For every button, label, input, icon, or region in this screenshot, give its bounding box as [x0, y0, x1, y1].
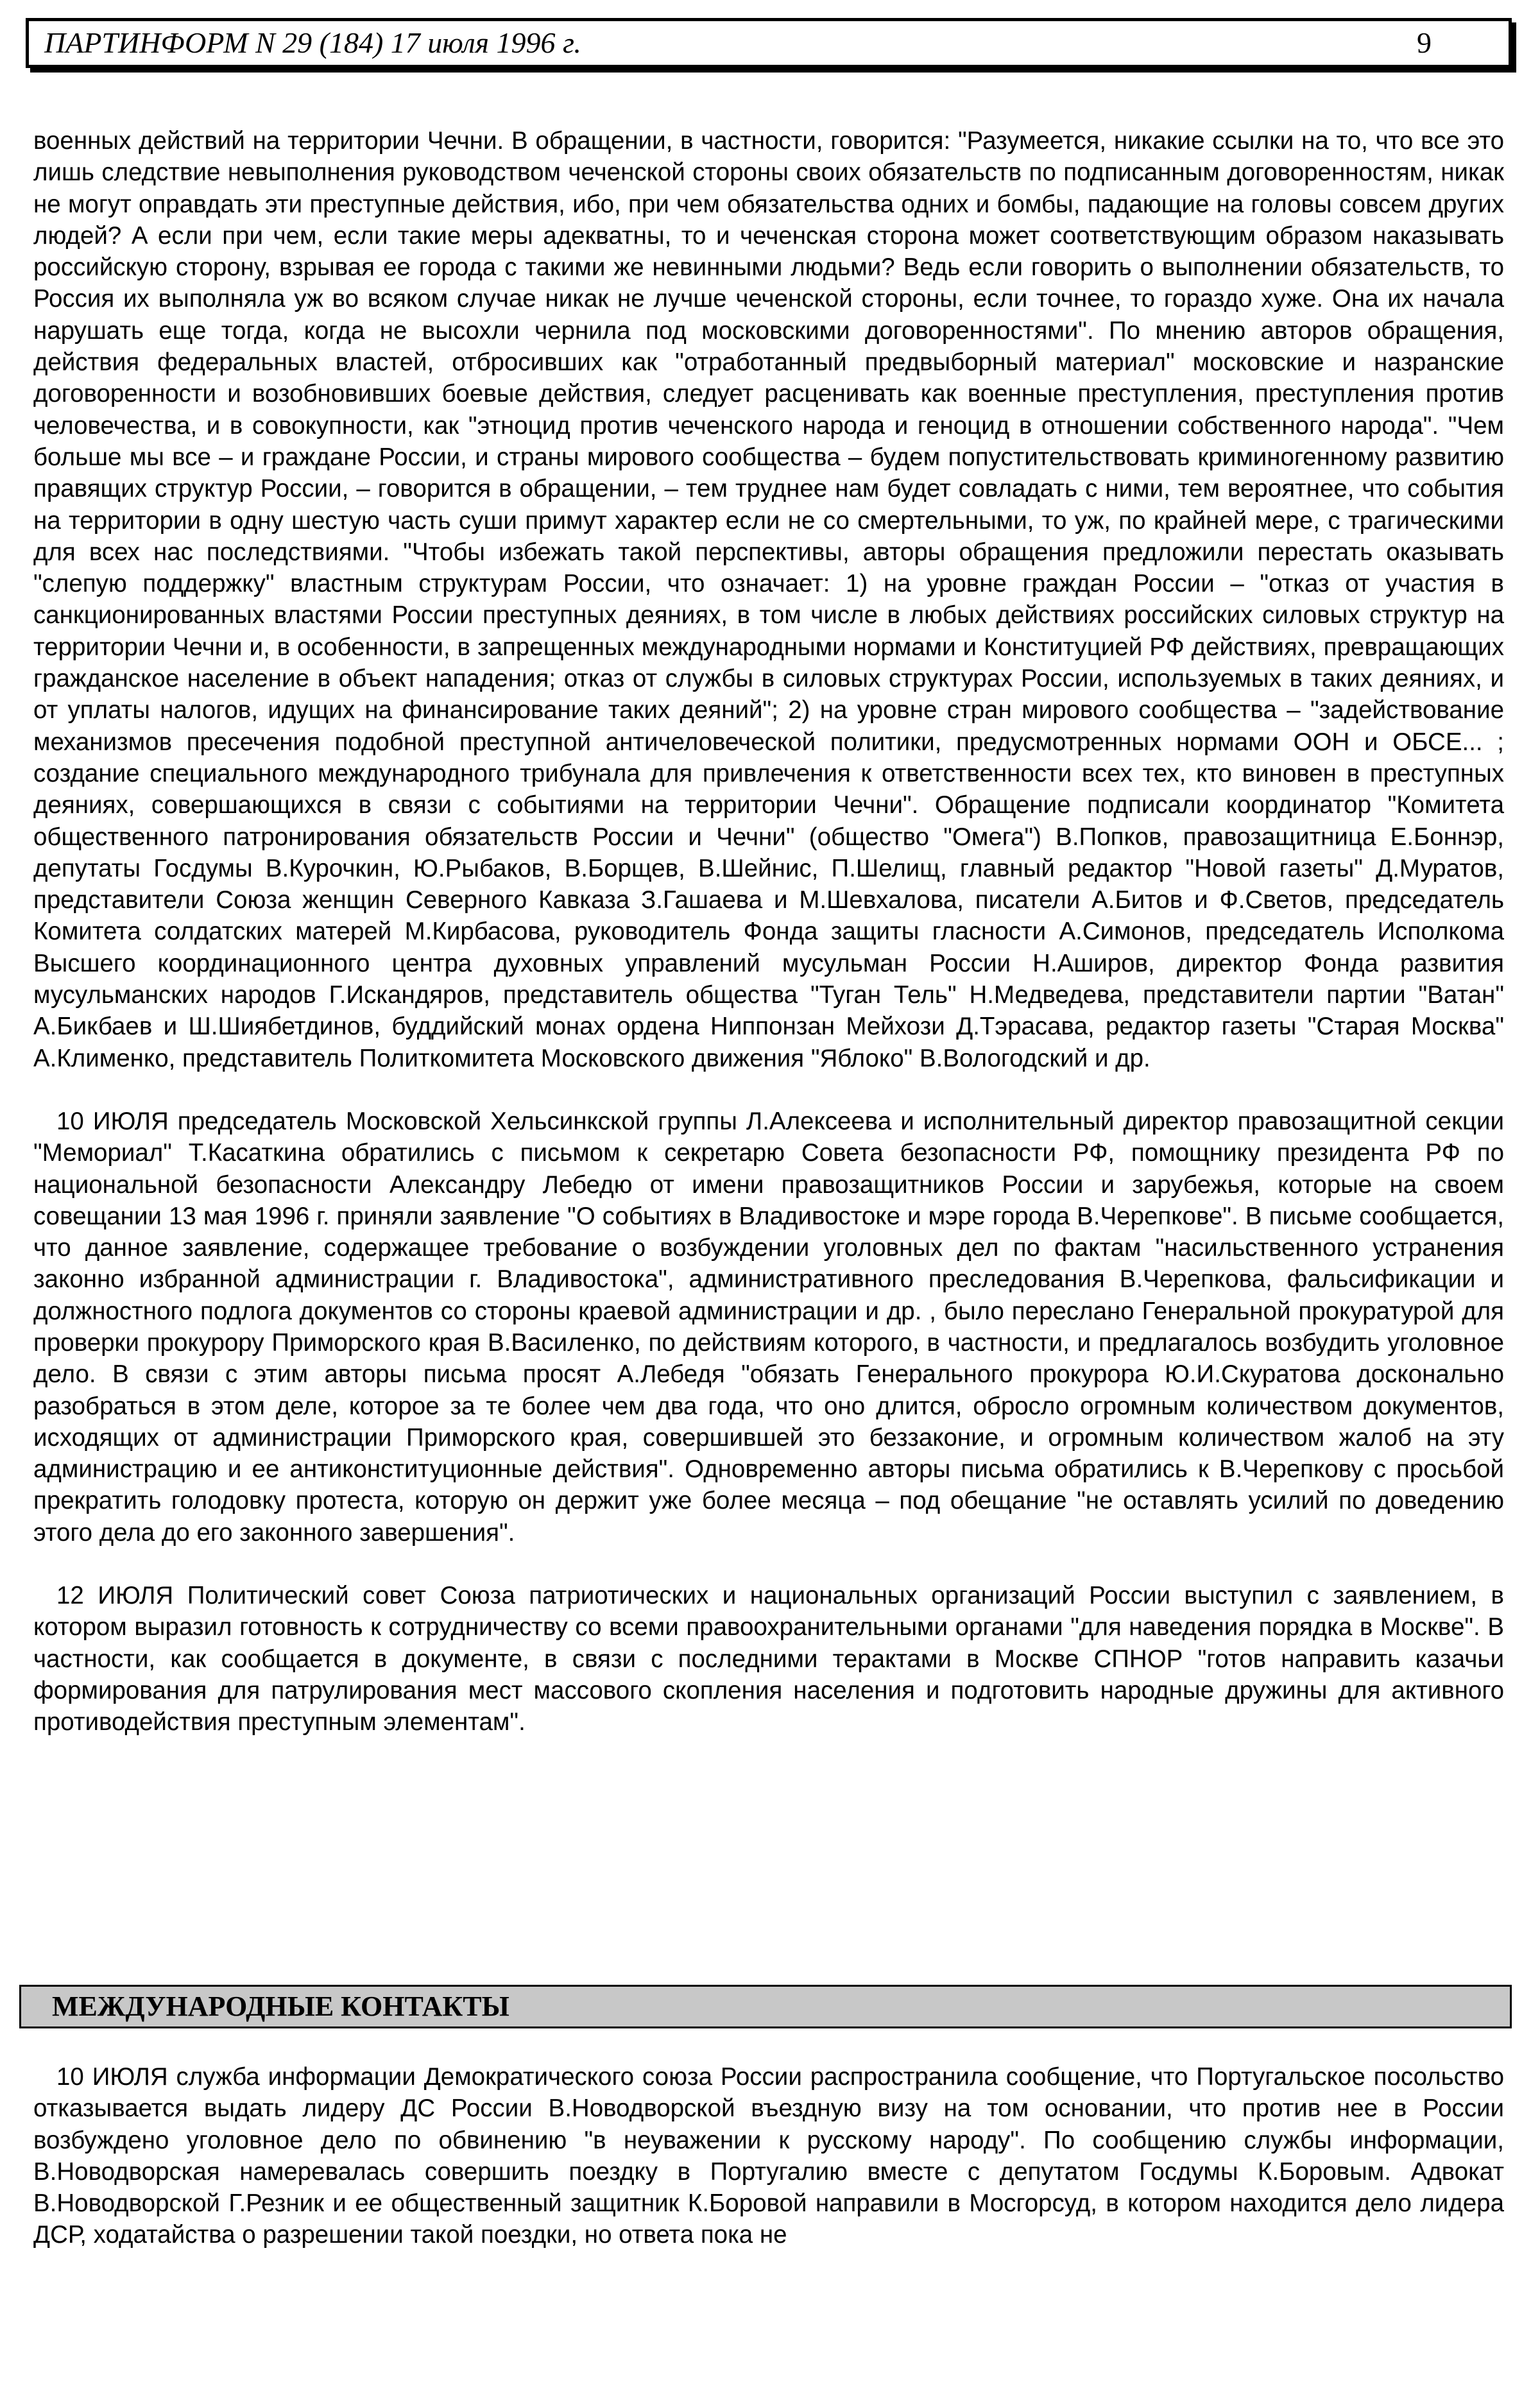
- paragraph-chechnya-appeal: военных действий на территории Чечни. В обращении, в частности, говорится: "Разумеется, никакие ссылки на то, что все это лишь следствие невыполнения руководством чеченской стороны своих обязательств по подписанным договоренностям, никак не могут оправдать эти преступные действия, ибо, при чем обязательства одних и бомбы, падающие на головы совсем других людей? А если при чем, если такие меры адекватны, то и чеченская сторона может соответствующим образом наказывать российскую сторону, взрывая ее города с такими же невинными людьми? Ведь если говорить о выполнении обязательств, то Россия их выполняла уж во всяком случае никак не лучше чеченской стороны, если точнее, то гораздо хуже. Она их начала нарушать еще тогда, когда не высохли чернила под московскими договоренностями". По мнению авторов обращения, действия федеральных властей, отбросивших как "отработанный предвыборный материал" московские и назранские договоренности и возобновивших боевые действия, следует расценивать как военные преступления, преступления против человечества, и в совокупности, как "этноцид против чеченского народа и геноцид в отношении собственного народа". "Чем больше мы все – и граждане России, и страны мирового сообщества – будем попустительствовать криминогенному развитию правящих структур России, – говорится в обращении, – тем труднее нам будет совладать с ними, тем вероятнее, что события на территории в одну шестую часть суши примут характер если не со смертельными, то уж, по крайней мере, с трагическими для всех нас последствиями. "Чтобы избежать такой перспективы, авторы обращения предложили перестать оказывать "слепую поддержку" властным структурам России, что означает: 1) на уровне граждан России – "отказ от участия в санкционированных властями России преступных деяниях, в том числе в любых действиях российских силовых структур на территории Чечни и, в особенности, в запрещенных международными нормами и Конституцией РФ действиях, превращающих гражданское население в объект нападения; отказ от службы в силовых структурах России, используемых в таких деяниях, и от уплаты налогов, идущих на финансирование таких деяний"; 2) на уровне стран мирового сообщества – "задействование механизмов пресечения подобной преступной античеловеческой политики, предусмотренных нормами ООН и ОБСЕ... ; создание специального международного трибунала для привлечения к ответственности всех тех, кто виновен в преступных деяниях, совершающихся в связи с событиями на территории Чечни". Обращение подписали координатор "Комитета общественного патронирования обязательств России и Чечни" (общество "Омега") В.Попков, правозащитница Е.Боннэр, депутаты Госдумы В.Курочкин, Ю.Рыбаков, В.Борщев, В.Шейнис, П.Шелищ, главный редактор "Новой газеты" Д.Муратов, представители Союза женщин Северного Кавказа З.Гашаева и М.Шевхалова, писатели А.Битов и Ф.Светов, председатель Комитета солдатских матерей М.Кирбасова, руководитель Фонда защиты гласности А.Симонов, председатель Исполкома Высшего координационного центра духовных управлений мусульман России Н.Аширов, директор Фонда развития мусульманских народов Г.Искандяров, представитель общества "Туган Тель" Н.Медведева, представители партии "Ватан" А.Бикбаев и Ш.Шиябетдинов, буддийский монах ордена Ниппонзан Мейхози Д.Тэрасава, редактор газеты "Старая Москва" А.Клименко, представитель Политкомитета Московского движения "Яблоко" В.Вологодский и др.: [33, 127, 1504, 1072]
- paragraph-july-12-statement: 12 ИЮЛЯ Политический совет Союза патриотических и национальных организаций России выступил с заявлением, в котором выразил готовность к сотрудничеству со всеми правоохранительными органами "для наведения порядка в Москве". В частности, как сообщается в документе, в связи с последними терактами в Москве СПНОР "готов направить казачьи формирования для патрулирования мест массового скопления населения и подготовить народные дружины для активного противодействия преступным элементам".: [33, 1582, 1504, 1736]
- paragraph-july-10-letter: 10 ИЮЛЯ председатель Московской Хельсинкской группы Л.Алексеева и исполнительный директор правозащитной секции "Мемориал" Т.Касаткина обратились с письмом к секретарю Совета безопасности РФ, помощнику президента РФ по национальной безопасности Александру Лебедю от имени правозащитников России и зарубежья, которые на своем совещании 13 мая 1996 г. приняли заявление "О событиях в Владивостоке и мэре города В.Черепкове". В письме сообщается, что данное заявление, содержащее требование о возбуждении уголовных дел по фактам "насильственного устранения законно избранной администрации г. Владивостока", административного преследования В.Черепкова, фальсификации и должностного подлога документов со стороны краевой администрации и др. , было переслано Генеральной прокуратурой для проверки прокурору Приморского края В.Василенко, по действиям которого, в частности, и предлагалось возбудить уголовное дело. В связи с этим авторы письма просят А.Лебедя "обязать Генерального прокурора Ю.И.Скуратова досконально разобраться в этом деле, которое за те более чем два года, что оно длится, обросло огромным количеством документов, исходящих от администрации Приморского края, совершившей это беззаконие, и огромным количеством жалоб на эту администрацию и ее антиконституционные действия". Одновременно авторы письма обратились к В.Черепкову с просьбой прекратить голодовку протеста, которую он держит уже более месяца – под обещание "не оставлять усилий по доведению этого дела до его законного завершения".: [33, 1107, 1504, 1547]
- section-paragraph: 10 ИЮЛЯ служба информации Демократического союза России распространила сообщение, что Португальское посольство отказывается выдать лидеру ДС России В.Новодворской въездную визу на том основании, что против нее в России возбуждено уголовное дело по обвинению "в неуважении к русскому народу". По сообщению службы информации, В.Новодворская намеревалась совершить поездку в Португалию вместе с депутатом Госдумы К.Боровым. Адвокат В.Новодворской Г.Резник и ее общественный защитник К.Боровой направили в Мосгорсуд, в котором находится дело лидера ДСР, ходатайства о разрешении такой поездки, но ответа пока не: [33, 2063, 1504, 2249]
- section-title: МЕЖДУНАРОДНЫЕ КОНТАКТЫ: [52, 1991, 509, 2022]
- section-heading: [19, 1985, 1512, 2028]
- publication-title: ПАРТИНФОРМ N 29 (184) 17 июля 1996 г.: [44, 26, 581, 59]
- page-header: [26, 18, 1512, 68]
- page-number: 9: [1417, 26, 1432, 59]
- article-body: [33, 125, 1504, 1738]
